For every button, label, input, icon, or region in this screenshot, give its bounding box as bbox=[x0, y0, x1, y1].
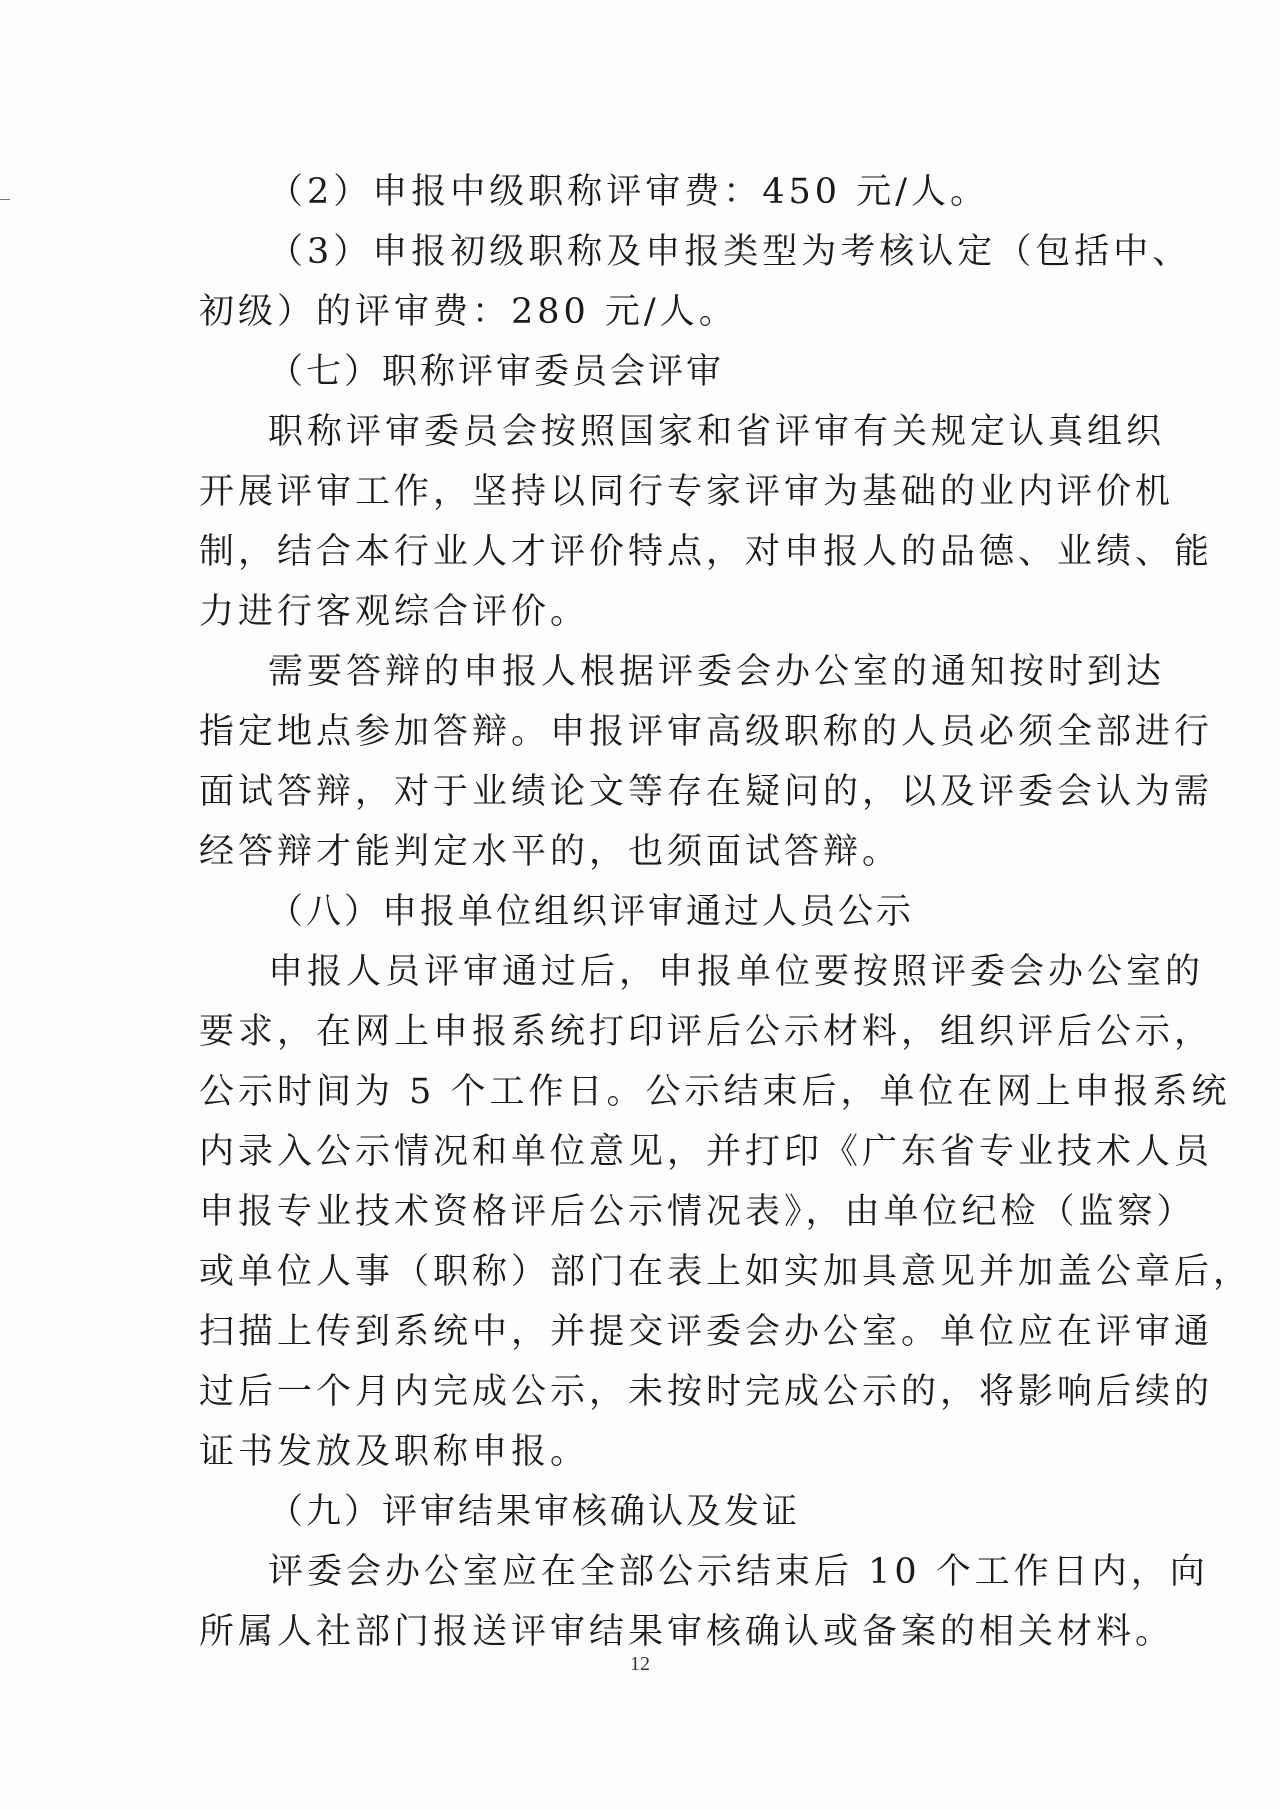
text-line: 需要答辩的申报人根据评委会办公室的通知按时到达 bbox=[268, 652, 1166, 692]
text-line: 初级）的评审费：280 元/人。 bbox=[199, 292, 738, 332]
text-line: 申报专业技术资格评后公示情况表》，由单位纪检（监察） bbox=[199, 1192, 1196, 1232]
text-line: 评委会办公室应在全部公示结束后 10 个工作日内，向 bbox=[268, 1552, 1209, 1592]
text-line: （2）申报中级职称评审费：450 元/人。 bbox=[268, 172, 989, 212]
text-line: 过后一个月内完成公示，未按时完成公示的，将影响后续的 bbox=[199, 1372, 1214, 1412]
text-line: 制，结合本行业人才评价特点，对申报人的品德、业绩、能 bbox=[199, 532, 1214, 572]
text-line: 所属人社部门报送评审结果审核确认或备案的相关材料。 bbox=[199, 1612, 1175, 1652]
section-heading: （七）职称评审委员会评审 bbox=[268, 352, 725, 392]
text-line: 开展评审工作，坚持以同行专家评审为基础的业内评价机 bbox=[199, 472, 1175, 512]
text-line: 申报人员评审通过后，申报单位要按照评委会办公室的 bbox=[268, 952, 1205, 992]
margin-mark bbox=[0, 199, 10, 200]
text-line: 公示时间为 5 个工作日。公示结束后，单位在网上申报系统 bbox=[199, 1072, 1231, 1112]
section-heading: （八）申报单位组织评审通过人员公示 bbox=[268, 892, 915, 932]
text-line: 指定地点参加答辩。申报评审高级职称的人员必须全部进行 bbox=[199, 712, 1214, 752]
text-line: 经答辩才能判定水平的，也须面试答辩。 bbox=[199, 832, 902, 872]
text-line: 力进行客观综合评价。 bbox=[199, 592, 590, 632]
text-line: 扫描上传到系统中，并提交评委会办公室。单位应在评审通 bbox=[199, 1312, 1214, 1352]
text-line: 内录入公示情况和单位意见，并打印《广东省专业技术人员 bbox=[199, 1132, 1214, 1172]
text-line: 面试答辩，对于业绩论文等存在疑问的，以及评委会认为需 bbox=[199, 772, 1214, 812]
text-line: （3）申报初级职称及申报类型为考核认定（包括中、 bbox=[268, 232, 1192, 272]
text-line: 或单位人事（职称）部门在表上如实加具意见并加盖公章后， bbox=[199, 1252, 1253, 1292]
page-number: 12 bbox=[630, 1653, 650, 1675]
section-heading: （九）评审结果审核确认及发证 bbox=[268, 1492, 801, 1532]
text-line: 证书发放及职称申报。 bbox=[199, 1432, 590, 1472]
text-line: 职称评审委员会按照国家和省评审有关规定认真组织 bbox=[268, 412, 1166, 452]
text-line: 要求，在网上申报系统打印评后公示材料，组织评后公示， bbox=[199, 1012, 1214, 1052]
